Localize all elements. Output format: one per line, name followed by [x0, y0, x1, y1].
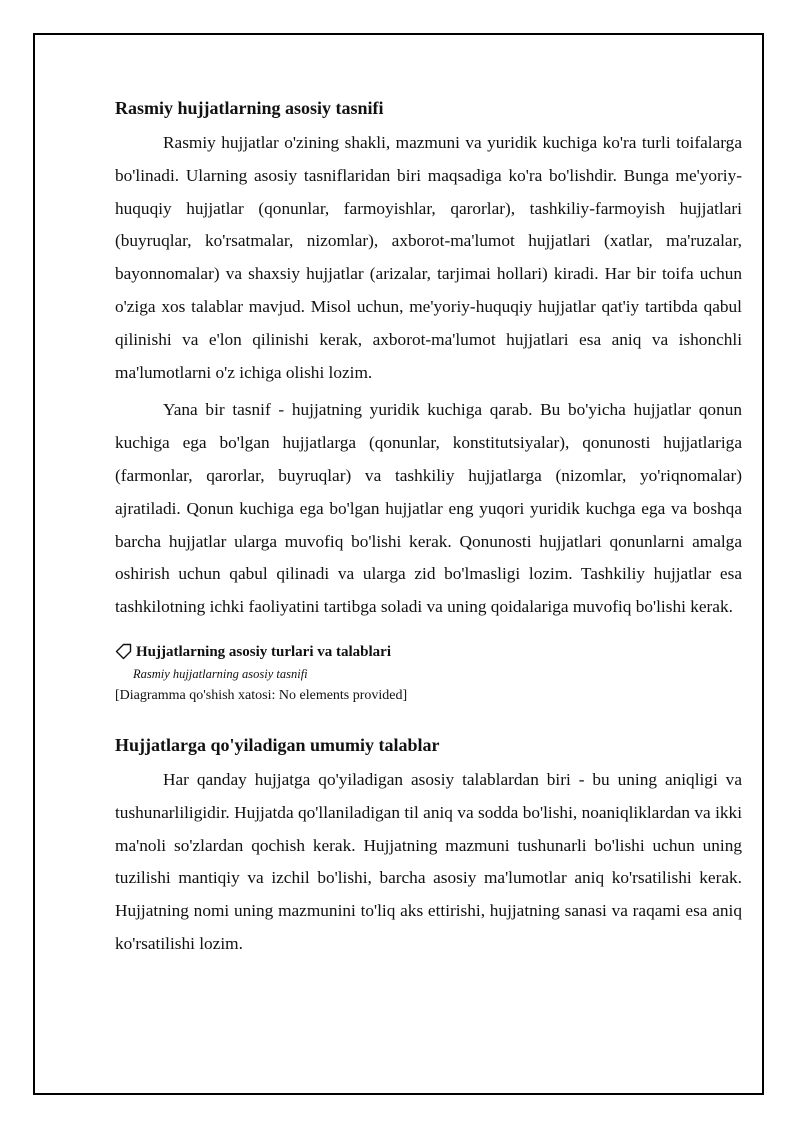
section-heading-classification: Rasmiy hujjatlarning asosiy tasnifi — [115, 98, 384, 118]
paragraph: Har qanday hujjatga qo'yiladigan asosiy talablardan biri - bu uning aniqligi va tushunarliligidir. Hujjatda qo'llaniladigan til aniq va sodda bo'lishi, noaniqliklardan va ikki ma'noli so'zlardan qochish kerak. Hujjatning mazmuni tushunarli bo'lishi uchun uning tuzilishi mantiqiy va izchil bo'lishi, barcha asosiy ma'lumotlar aniq ko'rsatilishi kerak. Hujjatning nomi uning mazmunini to'liq aks ettirishi, hujjatning sanasi va raqami esa aniq ko'rsatilishi lozim. — [115, 769, 742, 953]
diagram-subtitle: Rasmiy hujjatlarning asosiy tasnifi — [133, 666, 308, 681]
diagram-error: [Diagramma qo'shish xatosi: No elements provided] — [115, 687, 408, 703]
paragraph: Rasmiy hujjatlar o'zining shakli, mazmuni va yuridik kuchiga ko'ra turli toifalarga bo'linadi. Ularning asosiy tasniflaridan biri maqsadiga ko'ra bo'lishdir. Bunga me'yoriy-huquqiy hujjatlar (qonunlar, farmoyishlar, qarorlar), tashkiliy-farmoyish hujjatlari (buyruqlar, ko'rsatmalar, nizomlar), axborot-ma'lumot hujjatlari (xatlar, ma'ruzalar, bayonnomalar) va shaxsiy hujjatlar (arizalar, tarjimai hollari) kiradi. Har bir toifa uchun o'ziga xos talablar mavjud. Misol uchun, me'yoriy-huquqiy hujjatlar qat'iy tartibda qabul qilinishi va e'lon qilinishi kerak, axborot-ma'lumot hujjatlari esa aniq va ishonchli ma'lumotlarni o'z ichiga olishi lozim. — [115, 133, 742, 382]
diagram-title — [115, 641, 742, 663]
diagram-title-text: Hujjatlarning asosiy turlari va talablari — [136, 643, 391, 660]
tag-icon — [115, 643, 132, 660]
document-body — [115, 96, 742, 961]
section-heading-requirements: Hujjatlarga qo'yiladigan umumiy talablar — [115, 734, 440, 755]
paragraph: Yana bir tasnif - hujjatning yuridik kuchiga qarab. Bu bo'yicha hujjatlar qonun kuchiga ega bo'lgan hujjatlarga (qonunlar, konstitutsiyalar), qonunosti hujjatlariga (farmonlar, qarorlar, buyruqlar) va tashkiliy hujjatlarga (nizomlar, yo'riqnomalar) ajratiladi. Qonun kuchiga ega bo'lgan hujjatlar eng yuqori yuridik kuchga ega va boshqa barcha hujjatlar ularga muvofiq bo'lishi kerak. Qonunosti hujjatlari qonunlarni amalga oshirish uchun qabul qilinadi va ularga zid bo'lmasligi lozim. Tashkiliy hujjatlar esa tashkilotning ichki faoliyatini tartibga soladi va uning qoidalariga muvofiq bo'lishi kerak. — [115, 400, 742, 617]
